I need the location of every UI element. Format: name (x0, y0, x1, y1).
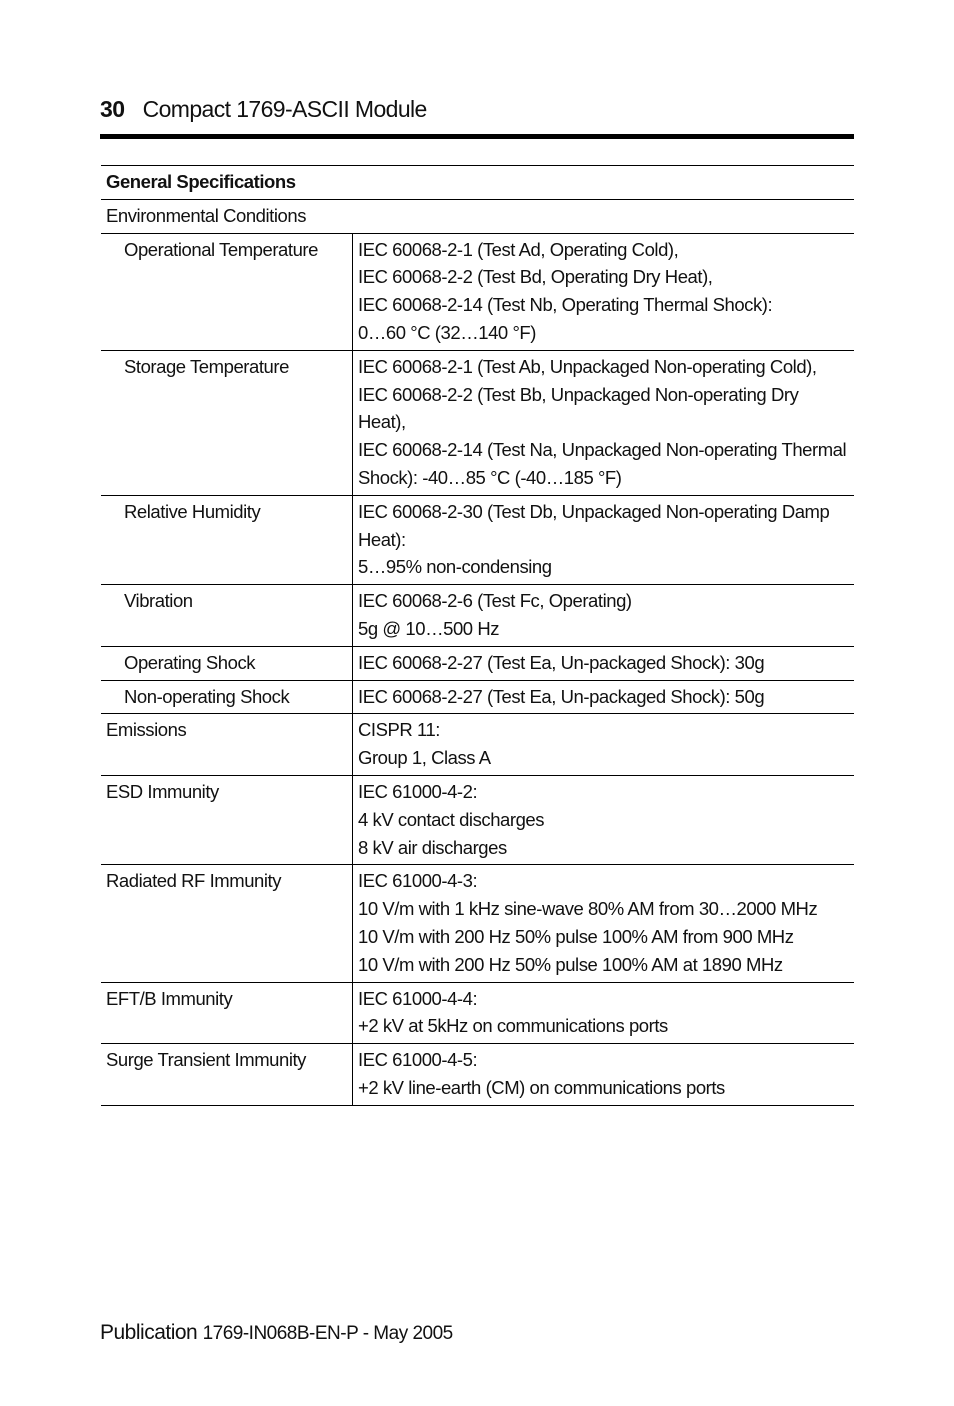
row-value: IEC 61000-4-5: +2 kV line-earth (CM) on communications ports (353, 1044, 855, 1106)
table-row (101, 585, 854, 647)
table-row (101, 350, 854, 495)
group-row (101, 199, 854, 233)
table-row (101, 646, 854, 680)
row-label: ESD Immunity (101, 775, 353, 864)
row-label: Relative Humidity (101, 495, 353, 584)
row-value: IEC 60068-2-1 (Test Ab, Unpackaged Non-operating Cold), IEC 60068-2-2 (Test Bb, Unpackaged Non-operating Dry Heat), IEC 60068-2-14 (Test Na, Unpackaged Non-operating Thermal Shock): -40…85 °C (-40…185 °F) (353, 350, 855, 495)
header-rule (100, 134, 854, 139)
page-title: Compact 1769-ASCII Module (142, 96, 427, 122)
table-row (101, 1044, 854, 1106)
row-value: IEC 60068-2-27 (Test Ea, Un-packaged Shock): 30g (353, 646, 855, 680)
row-label: EFT/B Immunity (101, 982, 353, 1044)
row-label: Operating Shock (101, 646, 353, 680)
page-footer (100, 1318, 453, 1349)
footer-label: Publication (100, 1321, 198, 1344)
general-specifications-table (101, 165, 854, 1106)
group-label-environmental: Environmental Conditions (101, 199, 854, 233)
page-number: 30 (100, 96, 125, 122)
row-label: Storage Temperature (101, 350, 353, 495)
row-value: CISPR 11: Group 1, Class A (353, 714, 855, 776)
row-value: IEC 61000-4-2: 4 kV contact discharges 8 kV air discharges (353, 775, 855, 864)
publication-number: 1769-IN068B-EN-P - May 2005 (202, 1323, 453, 1344)
row-label: Vibration (101, 585, 353, 647)
row-label: Surge Transient Immunity (101, 1044, 353, 1106)
row-value: IEC 60068-2-30 (Test Db, Unpackaged Non-operating Damp Heat): 5…95% non-condensing (353, 495, 855, 584)
row-value: IEC 60068-2-1 (Test Ad, Operating Cold), IEC 60068-2-2 (Test Bd, Operating Dry Heat), IEC 60068-2-14 (Test Nb, Operating Thermal Shock): 0…60 °C (32…140 °F) (353, 233, 855, 350)
table-row (101, 865, 854, 982)
table-row (101, 233, 854, 350)
row-value: IEC 61000-4-3: 10 V/m with 1 kHz sine-wave 80% AM from 30…2000 MHz 10 V/m with 200 Hz 50% pulse 100% AM from 900 MHz 10 V/m with 200 Hz 50% pulse 100% AM at 1890 MHz (353, 865, 855, 982)
row-label: Radiated RF Immunity (101, 865, 353, 982)
table-row (101, 680, 854, 714)
row-value: IEC 60068-2-27 (Test Ea, Un-packaged Shock): 50g (353, 680, 855, 714)
table-row (101, 775, 854, 864)
row-label: Non-operating Shock (101, 680, 353, 714)
page-header (100, 94, 854, 124)
row-value: IEC 60068-2-6 (Test Fc, Operating) 5g @ 10…500 Hz (353, 585, 855, 647)
table-row (101, 495, 854, 584)
table-heading-row (101, 166, 854, 200)
row-label: Emissions (101, 714, 353, 776)
table-heading: General Specifications (101, 166, 854, 200)
table-row (101, 982, 854, 1044)
row-label: Operational Temperature (101, 233, 353, 350)
table-row (101, 714, 854, 776)
row-value: IEC 61000-4-4: +2 kV at 5kHz on communications ports (353, 982, 855, 1044)
